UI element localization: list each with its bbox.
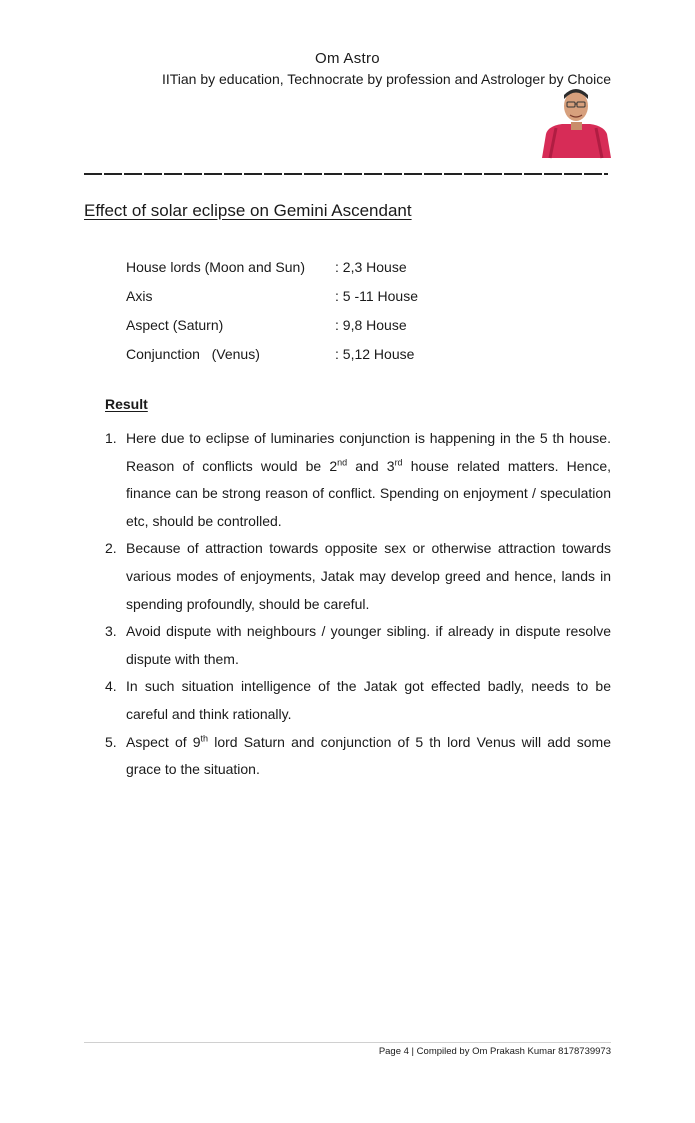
result-text: and 3 [347, 457, 395, 474]
fact-label: House lords (Moon and Sun) [126, 259, 305, 275]
result-item [105, 535, 611, 618]
result-item [105, 618, 611, 673]
result-text: Avoid dispute with neighbours / younger sibling. if already in dispute resolve dispute with them. [126, 623, 611, 667]
result-number: 3. [105, 623, 117, 640]
footer-divider [84, 1042, 611, 1043]
result-number: 5. [105, 733, 117, 750]
page-footer: Page 4 | Compiled by Om Prakash Kumar 8178739973 [378, 1046, 611, 1057]
result-text: Aspect of 9 [126, 733, 201, 750]
ordinal-suffix: rd [394, 456, 403, 467]
author-portrait [538, 84, 614, 164]
fact-value: : 5,12 House [335, 346, 415, 362]
fact-value: : 2,3 House [335, 259, 407, 275]
result-text: house related matters. Hence, finance can be strong reason of conflict. Spending on enjoyment / speculation etc, should be controlled. [126, 457, 611, 529]
result-number: 4. [105, 678, 117, 695]
ordinal-suffix: nd [337, 456, 348, 467]
page-title: Effect of solar eclipse on Gemini Ascendant [84, 201, 412, 220]
fact-value: : 5 -11 House [335, 288, 419, 304]
result-text: lord Saturn and conjunction of 5 th lord Venus will add some grace to the situation. [126, 733, 611, 778]
result-item [105, 673, 611, 728]
result-number: 2. [105, 540, 117, 557]
fact-label: Aspect (Saturn) [126, 317, 224, 333]
result-item [105, 425, 611, 535]
result-text: Here due to eclipse of luminaries conjunction is happening in the 5 th house. Reason of conflicts would be 2 [126, 430, 611, 474]
ordinal-suffix: th [200, 732, 209, 743]
result-text: In such situation intelligence of the Jatak got effected badly, needs to be careful and think rationally. [126, 678, 611, 722]
result-list [105, 425, 611, 784]
fact-value: : 9,8 House [335, 317, 407, 333]
fact-label: Axis [126, 288, 153, 304]
fact-label: Conjunction (Venus) [126, 346, 260, 362]
result-number: 1. [105, 430, 117, 446]
result-item [105, 729, 611, 784]
site-title: Om Astro [315, 50, 380, 67]
result-heading: Result [105, 396, 148, 412]
site-tagline: IITian by education, Technocrate by profession and Astrologer by Choice [161, 71, 611, 87]
header-divider [84, 173, 608, 175]
result-text: Because of attraction towards opposite sex or otherwise attraction towards various modes of enjoyments, Jatak may develop greed and hence, lands in spending profoundly, should be careful. [126, 540, 611, 612]
